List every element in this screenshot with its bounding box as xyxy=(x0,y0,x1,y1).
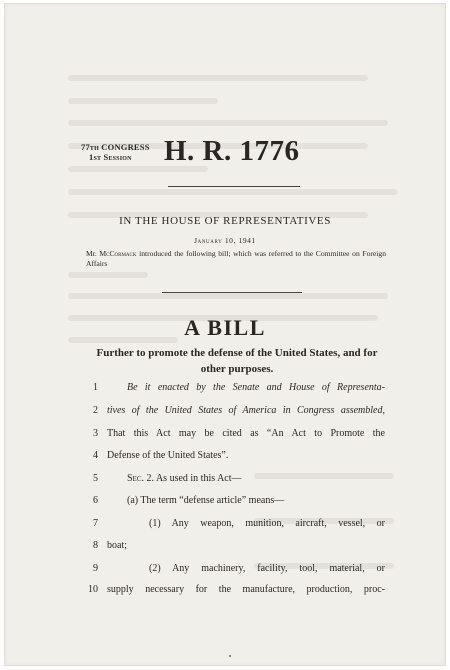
bill-line: Be it enacted by the Senate and House of Representa- xyxy=(127,382,385,393)
bill-line: That this Act may be cited as “An Act to Promote the xyxy=(107,428,385,439)
document-page xyxy=(4,3,446,666)
bill-line: Defense of the United States”. xyxy=(107,450,229,461)
introduction-date: January 10, 1941 xyxy=(194,236,256,245)
line-number: 9 xyxy=(93,563,98,574)
sponsor-name: McCormack xyxy=(99,249,137,258)
bill-line: tives of the United States of America in Congress assembled, xyxy=(107,405,385,416)
introduction-text xyxy=(86,249,386,269)
section-text: As used in this Act— xyxy=(154,473,242,484)
line-number: 7 xyxy=(93,518,98,529)
session-label xyxy=(81,142,161,162)
congress-label: 77th CONGRESS xyxy=(81,142,150,152)
section-line xyxy=(127,473,385,484)
chamber-heading: IN THE HOUSE OF REPRESENTATIVES xyxy=(119,215,331,227)
bill-line: boat; xyxy=(107,540,127,551)
bill-header xyxy=(4,135,446,171)
line-number: 4 xyxy=(93,450,98,461)
bill-number: H. R. 1776 xyxy=(164,135,300,167)
line-number: 2 xyxy=(93,405,98,416)
line-number: 3 xyxy=(93,428,98,439)
session-number: 1st Session xyxy=(89,152,132,162)
bill-purpose: Further to promote the defense of the United States, and for other purposes. xyxy=(96,347,378,375)
line-number: 6 xyxy=(93,495,98,506)
line-number: 1 xyxy=(93,382,98,393)
header-divider xyxy=(168,186,300,187)
bill-line: (1) Any weapon, munition, aircraft, vessel, or xyxy=(149,518,385,529)
bill-line: (a) The term “defense article” means— xyxy=(127,495,285,506)
bill-line: supply necessary for the manufacture, production, proc- xyxy=(107,584,385,595)
intro-prefix: Mr. xyxy=(86,249,100,258)
line-number: 10 xyxy=(88,584,98,595)
section-label: Sec. 2. xyxy=(127,473,155,484)
bill-title: A BILL xyxy=(184,315,266,340)
bill-line: (2) Any machinery, facility, tool, material, or xyxy=(149,563,385,574)
paper-speck xyxy=(229,655,231,657)
line-number: 5 xyxy=(93,473,98,484)
intro-rest: introduced the following bill; which was referred to the Committee on Foreign Affairs xyxy=(86,249,386,268)
title-divider xyxy=(162,292,302,293)
line-number: 8 xyxy=(93,540,98,551)
